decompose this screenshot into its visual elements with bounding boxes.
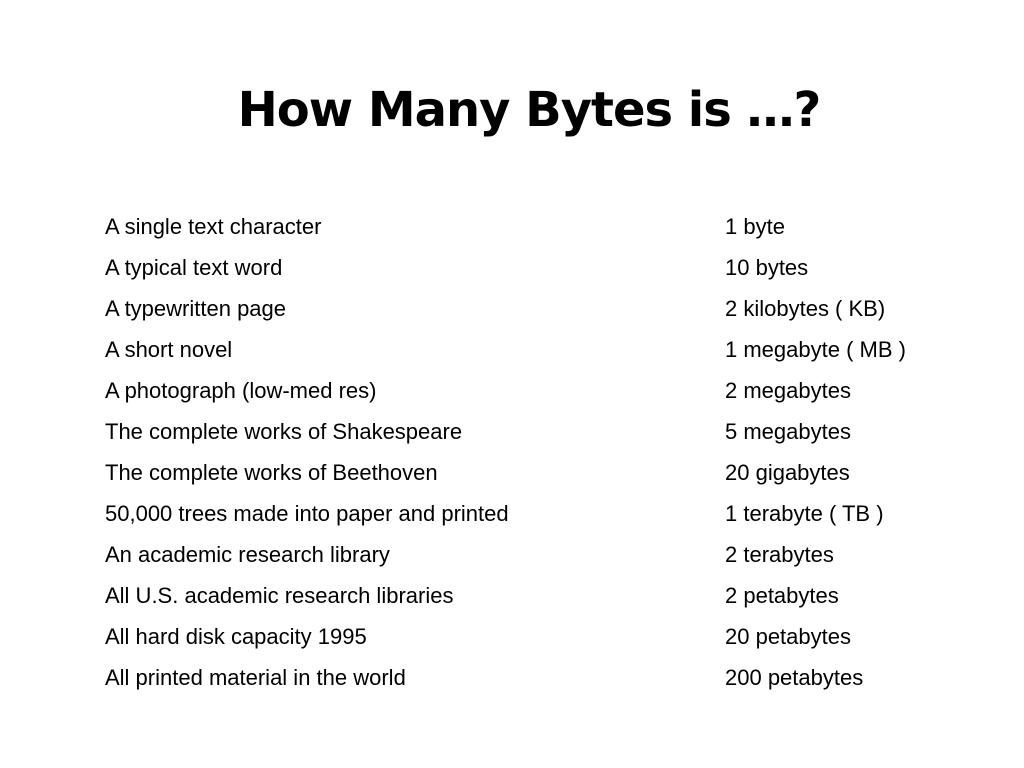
item-label: A short novel — [105, 337, 233, 362]
item-label: All hard disk capacity 1995 — [105, 624, 367, 649]
size-value: 2 terabytes — [725, 542, 834, 567]
item-label: A typewritten page — [105, 296, 287, 321]
item-label: The complete works of Shakespeare — [105, 419, 463, 444]
size-value: 10 bytes — [725, 255, 809, 280]
size-value: 1 megabyte ( MB ) — [725, 337, 906, 362]
item-label: The complete works of Beethoven — [105, 460, 438, 485]
item-label: 50,000 trees made into paper and printed — [105, 501, 509, 526]
slide-title: How Many Bytes is …? — [237, 82, 821, 138]
table-row — [105, 452, 985, 493]
table-row — [105, 657, 985, 698]
size-value: 5 megabytes — [725, 419, 851, 444]
size-value: 20 gigabytes — [725, 460, 850, 485]
size-value: 20 petabytes — [725, 624, 851, 649]
size-value: 1 byte — [725, 214, 785, 239]
item-label: All printed material in the world — [105, 665, 406, 690]
table-row — [105, 329, 985, 370]
table-row — [105, 247, 985, 288]
table-row — [105, 616, 985, 657]
table-row — [105, 493, 985, 534]
table-row — [105, 370, 985, 411]
size-value: 1 terabyte ( TB ) — [725, 501, 884, 526]
table-row — [105, 534, 985, 575]
item-label: All U.S. academic research libraries — [105, 583, 454, 608]
size-value: 2 megabytes — [725, 378, 851, 403]
table-row — [105, 206, 985, 247]
size-value: 2 kilobytes ( KB) — [725, 296, 886, 321]
item-label: A single text character — [105, 214, 322, 239]
item-label: An academic research library — [105, 542, 390, 567]
size-value: 200 petabytes — [725, 665, 864, 690]
item-label: A typical text word — [105, 255, 283, 280]
table-row — [105, 411, 985, 452]
size-value: 2 petabytes — [725, 583, 839, 608]
table-row — [105, 288, 985, 329]
bytes-table — [105, 206, 985, 698]
item-label: A photograph (low-med res) — [105, 378, 377, 403]
table-row — [105, 575, 985, 616]
